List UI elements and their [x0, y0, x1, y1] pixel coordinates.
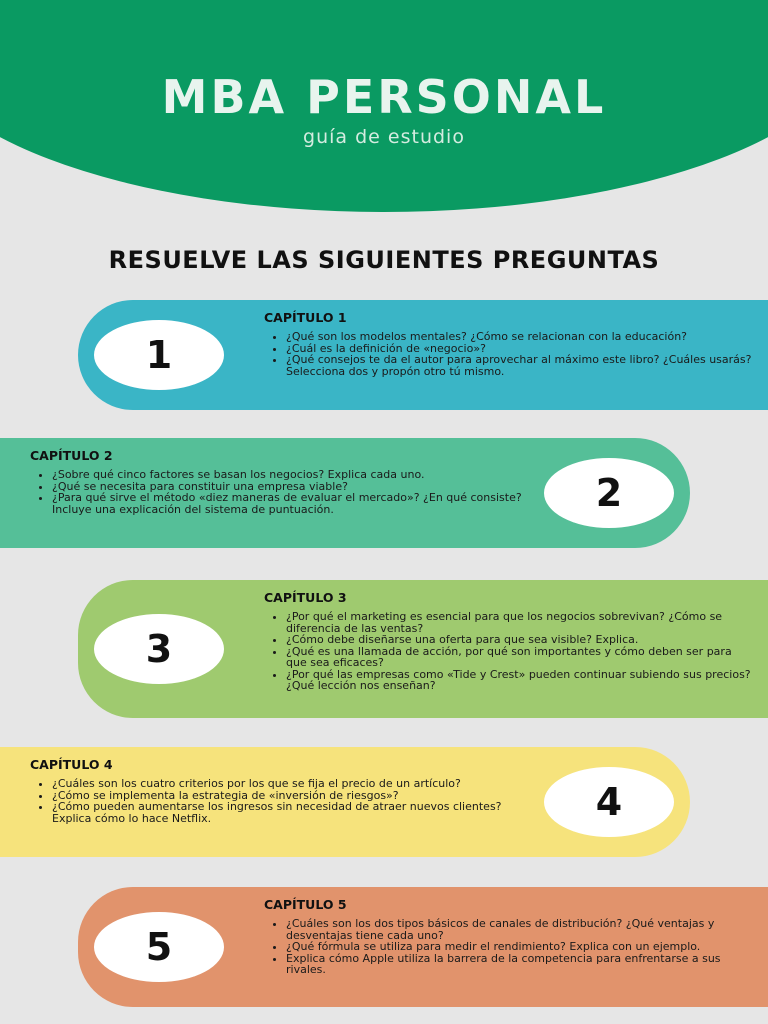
- question-item: • ¿Por qué el marketing es esencial para que los negocios sobrevivan? ¿Cómo se diferencia de las ventas?: [286, 611, 754, 634]
- chapter-number-badge: 4: [544, 767, 674, 837]
- question-item: • ¿Para qué sirve el método «diez maneras de evaluar el mercado»? ¿En qué consiste? Incluye una explicación del sistema de puntuación.: [52, 492, 530, 515]
- question-item: • ¿Qué fórmula se utiliza para medir el rendimiento? Explica con un ejemplo.: [286, 941, 754, 953]
- chapter-title: CAPÍTULO 1: [264, 310, 347, 325]
- question-item: • ¿Cuál es la definición de «negocio»?: [286, 343, 754, 355]
- chapter-number-badge: 3: [94, 614, 224, 684]
- chapter-number-badge: 1: [94, 320, 224, 390]
- question-item: • ¿Cómo pueden aumentarse los ingresos sin necesidad de atraer nuevos clientes? Explica cómo lo hace Netflix.: [52, 801, 530, 824]
- question-item: • ¿Cómo se implementa la estrategia de «inversión de riesgos»?: [52, 790, 530, 802]
- question-item: • Explica cómo Apple utiliza la barrera de la competencia para enfrentarse a sus rivales.: [286, 953, 754, 976]
- question-item: • ¿Cómo debe diseñarse una oferta para que sea visible? Explica.: [286, 634, 754, 646]
- question-item: • ¿Por qué las empresas como «Tide y Crest» pueden continuar subiendo sus precios? ¿Qué lección nos enseñan?: [286, 669, 754, 692]
- question-item: • ¿Qué es una llamada de acción, por qué son importantes y cómo deben ser para que sea eficaces?: [286, 646, 754, 669]
- page-subtitle: guía de estudio: [303, 126, 465, 148]
- question-list: [264, 331, 754, 377]
- chapter-content: [264, 897, 754, 976]
- question-list: [30, 469, 530, 515]
- section-heading: RESUELVE LAS SIGUIENTES PREGUNTAS: [108, 246, 660, 274]
- chapter-number-badge: 2: [544, 458, 674, 528]
- chapter-card-2: [0, 438, 690, 548]
- question-item: • ¿Qué son los modelos mentales? ¿Cómo se relacionan con la educación?: [286, 331, 754, 343]
- question-item: • ¿Cuáles son los dos tipos básicos de canales de distribución? ¿Qué ventajas y desventajas tiene cada uno?: [286, 918, 754, 941]
- question-item: • ¿Qué consejos te da el autor para aprovechar al máximo este libro? ¿Cuáles usarás? Selecciona dos y propón otro tú mismo.: [286, 354, 754, 377]
- chapter-content: [30, 448, 530, 515]
- chapter-content: [264, 590, 754, 692]
- chapter-title: CAPÍTULO 4: [30, 757, 113, 772]
- chapter-content: [30, 757, 530, 824]
- question-list: [30, 778, 530, 824]
- question-item: • ¿Sobre qué cinco factores se basan los negocios? Explica cada uno.: [52, 469, 530, 481]
- chapter-content: [264, 310, 754, 377]
- page-title: MBA PERSONAL: [161, 70, 607, 124]
- chapter-number-badge: 5: [94, 912, 224, 982]
- chapter-card-4: [0, 747, 690, 857]
- header-banner: [0, 0, 768, 215]
- question-list: [264, 918, 754, 976]
- chapter-card-3: [78, 580, 768, 718]
- chapter-card-5: [78, 887, 768, 1007]
- question-list: [264, 611, 754, 692]
- question-item: • ¿Cuáles son los cuatro criterios por los que se fija el precio de un artículo?: [52, 778, 530, 790]
- chapter-card-1: [78, 300, 768, 410]
- chapter-title: CAPÍTULO 5: [264, 897, 347, 912]
- chapter-title: CAPÍTULO 3: [264, 590, 347, 605]
- chapter-title: CAPÍTULO 2: [30, 448, 113, 463]
- question-item: • ¿Qué se necesita para constituir una empresa viable?: [52, 481, 530, 493]
